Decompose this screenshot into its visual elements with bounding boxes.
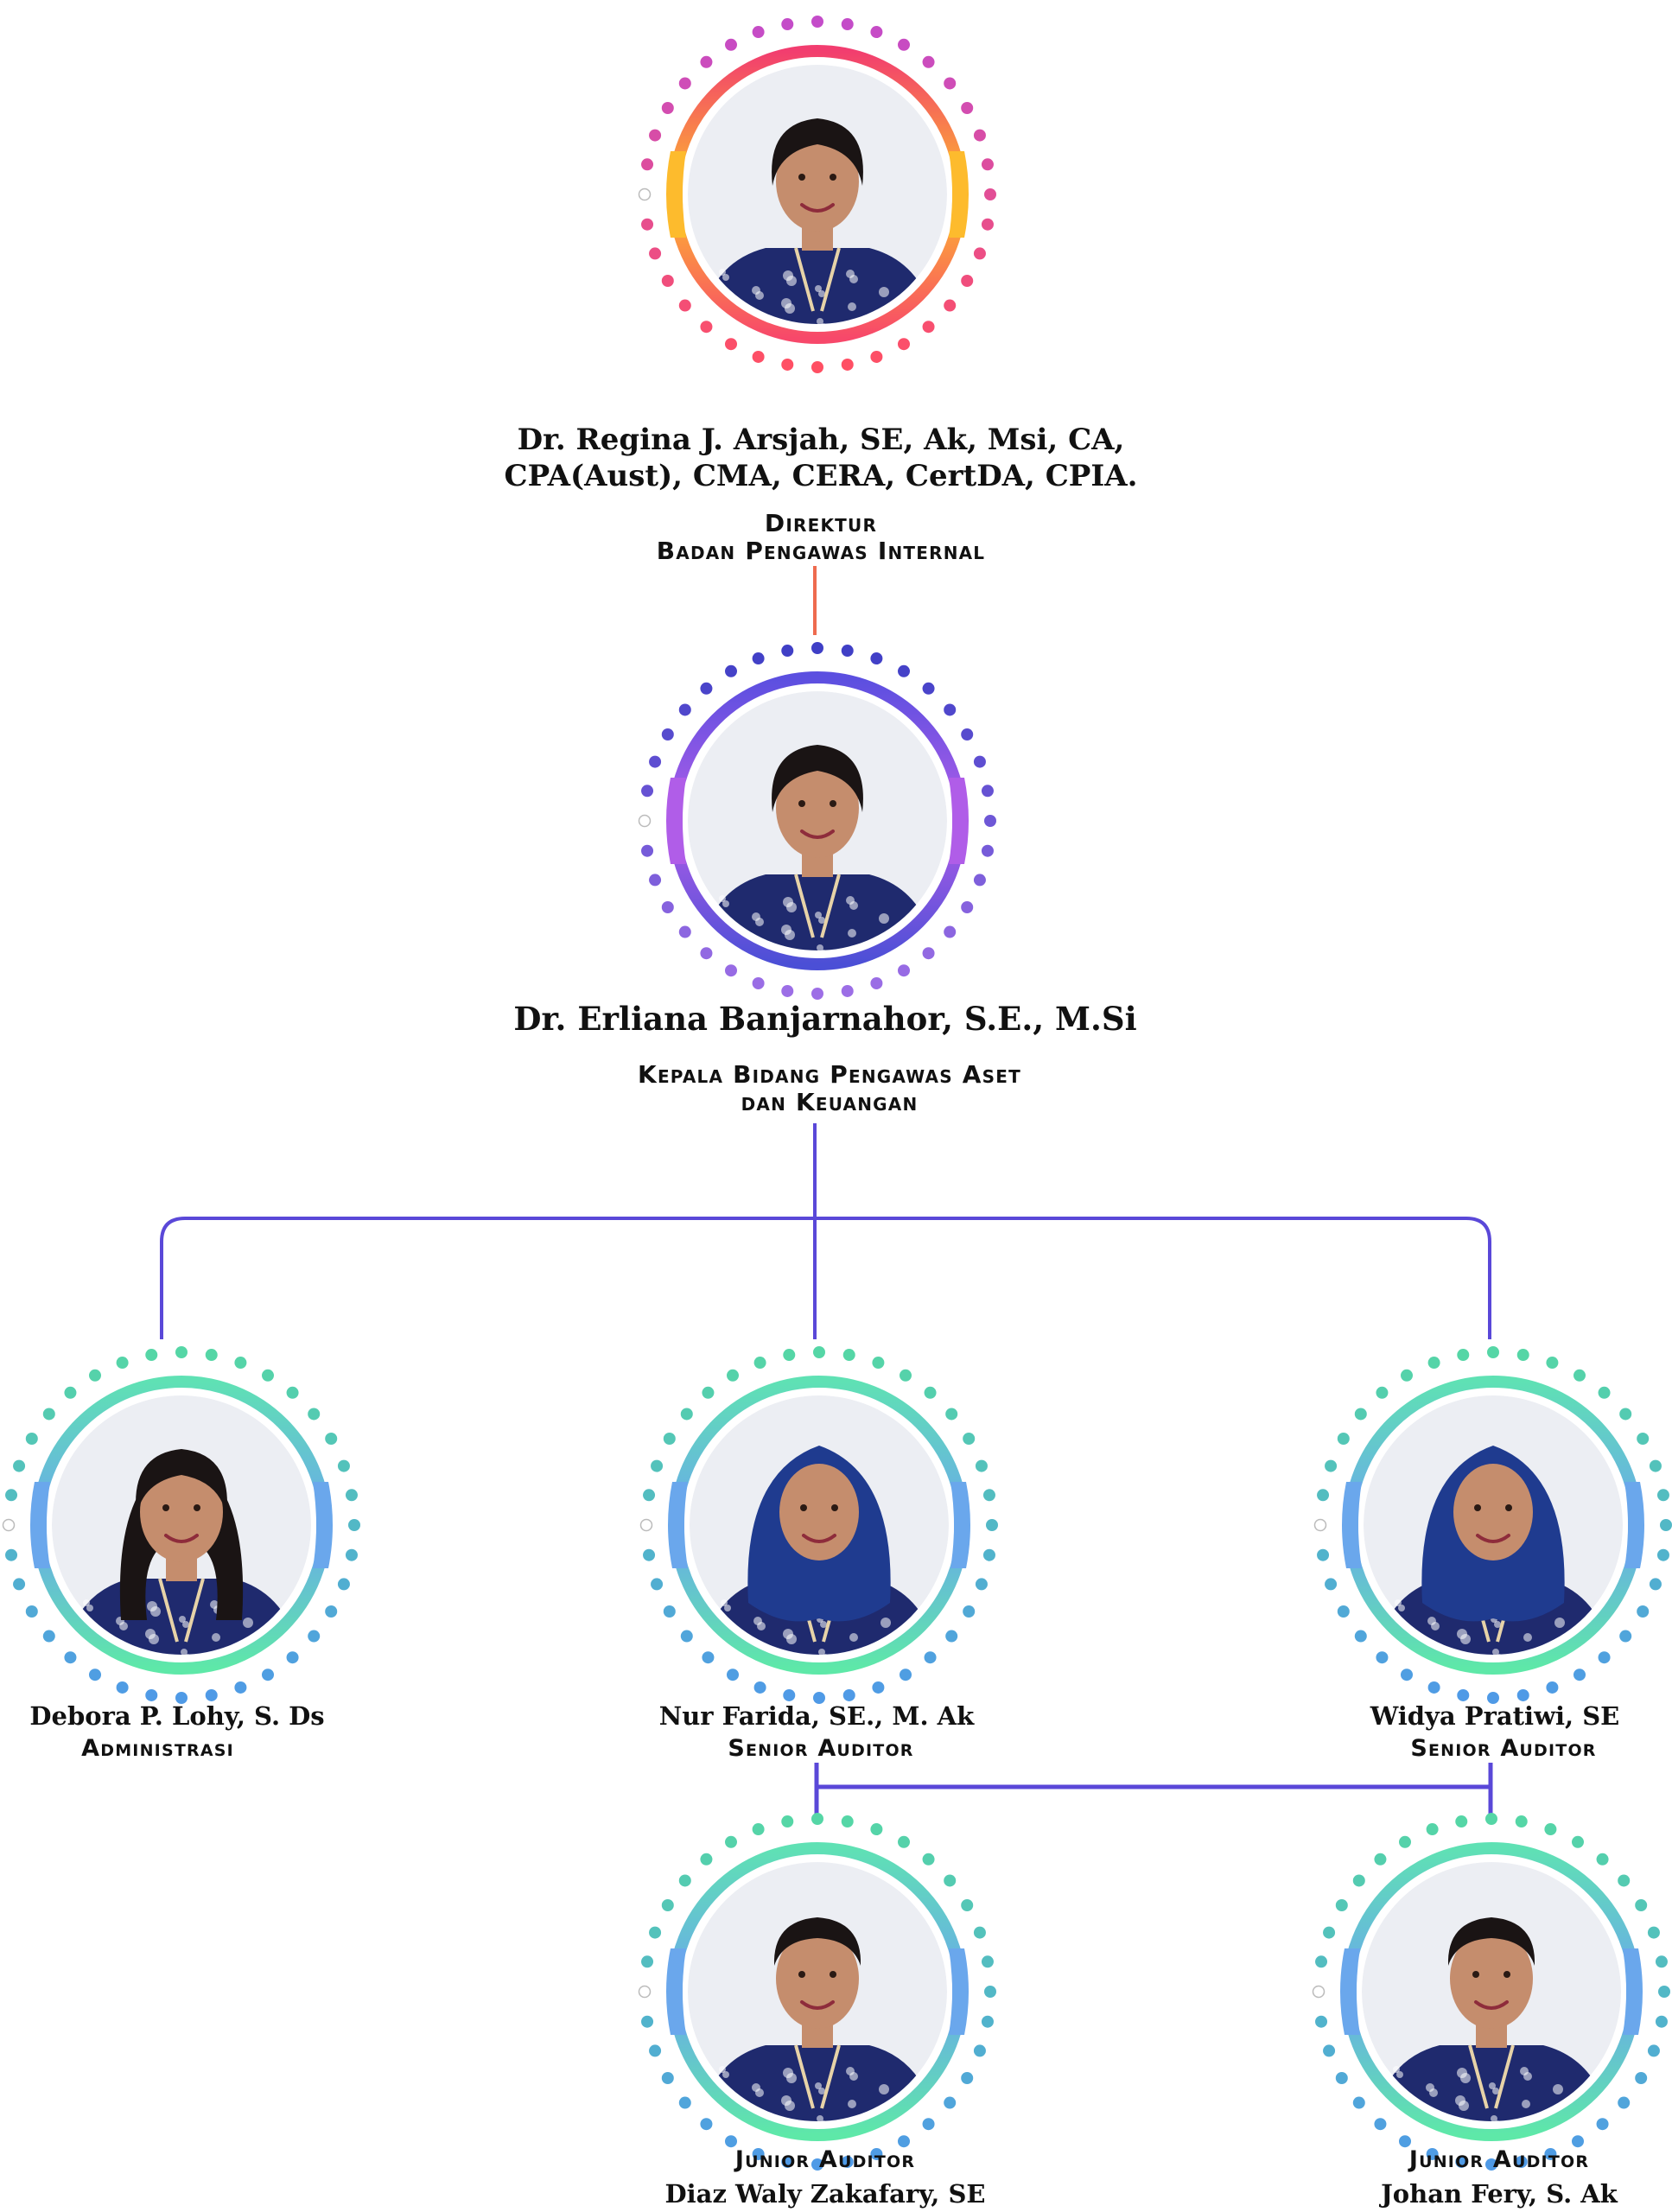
member-senior1-photo	[638, 1344, 1001, 1707]
admin-badge-svg	[0, 1344, 363, 1707]
director-role-line1: Direktur	[764, 509, 878, 537]
junior2-name: Johan Fery, S. Ak	[1381, 2179, 1618, 2209]
member-junior2-photo	[1310, 1810, 1672, 2173]
junior2-role: Junior Auditor	[1408, 2146, 1590, 2173]
admin-role: Administrasi	[81, 1735, 234, 1762]
member-director-photo	[636, 13, 999, 376]
head-name: Dr. Erliana Banjarnahor, S.E., M.Si	[513, 1000, 1137, 1038]
senior2-name: Widya Pratiwi, SE	[1370, 1701, 1620, 1731]
director-name-line1: Dr. Regina J. Arsjah, SE, Ak, Msi, CA,	[517, 423, 1125, 457]
director-role-line2: Badan Pengawas Internal	[656, 537, 986, 565]
connector-branch	[162, 1218, 1490, 1339]
head-role-line1: Kepala Bidang Pengawas Aset	[638, 1060, 1021, 1089]
junior1-name: Diaz Waly Zakafary, SE	[664, 2179, 986, 2209]
head-badge-svg	[636, 639, 999, 1002]
admin-name: Debora P. Lohy, S. Ds	[29, 1701, 325, 1731]
director-name-line2: CPA(Aust), CMA, CERA, CertDA, CPIA.	[504, 459, 1138, 493]
junior1-role: Junior Auditor	[734, 2146, 916, 2173]
member-senior2-photo	[1312, 1344, 1672, 1707]
senior2-role: Senior Auditor	[1410, 1735, 1597, 1762]
director-badge-svg	[636, 13, 999, 376]
member-head-photo	[636, 639, 999, 1002]
senior1-badge-svg	[638, 1344, 1001, 1707]
member-junior1-photo	[636, 1810, 999, 2173]
junior1-badge-svg	[636, 1810, 999, 2173]
head-role-line2: dan Keuangan	[741, 1088, 919, 1116]
senior1-name: Nur Farida, SE., M. Ak	[658, 1701, 975, 1731]
senior1-role: Senior Auditor	[728, 1735, 914, 1762]
senior2-badge-svg	[1312, 1344, 1672, 1707]
member-admin-photo	[0, 1344, 363, 1707]
junior2-badge-svg	[1310, 1810, 1672, 2173]
